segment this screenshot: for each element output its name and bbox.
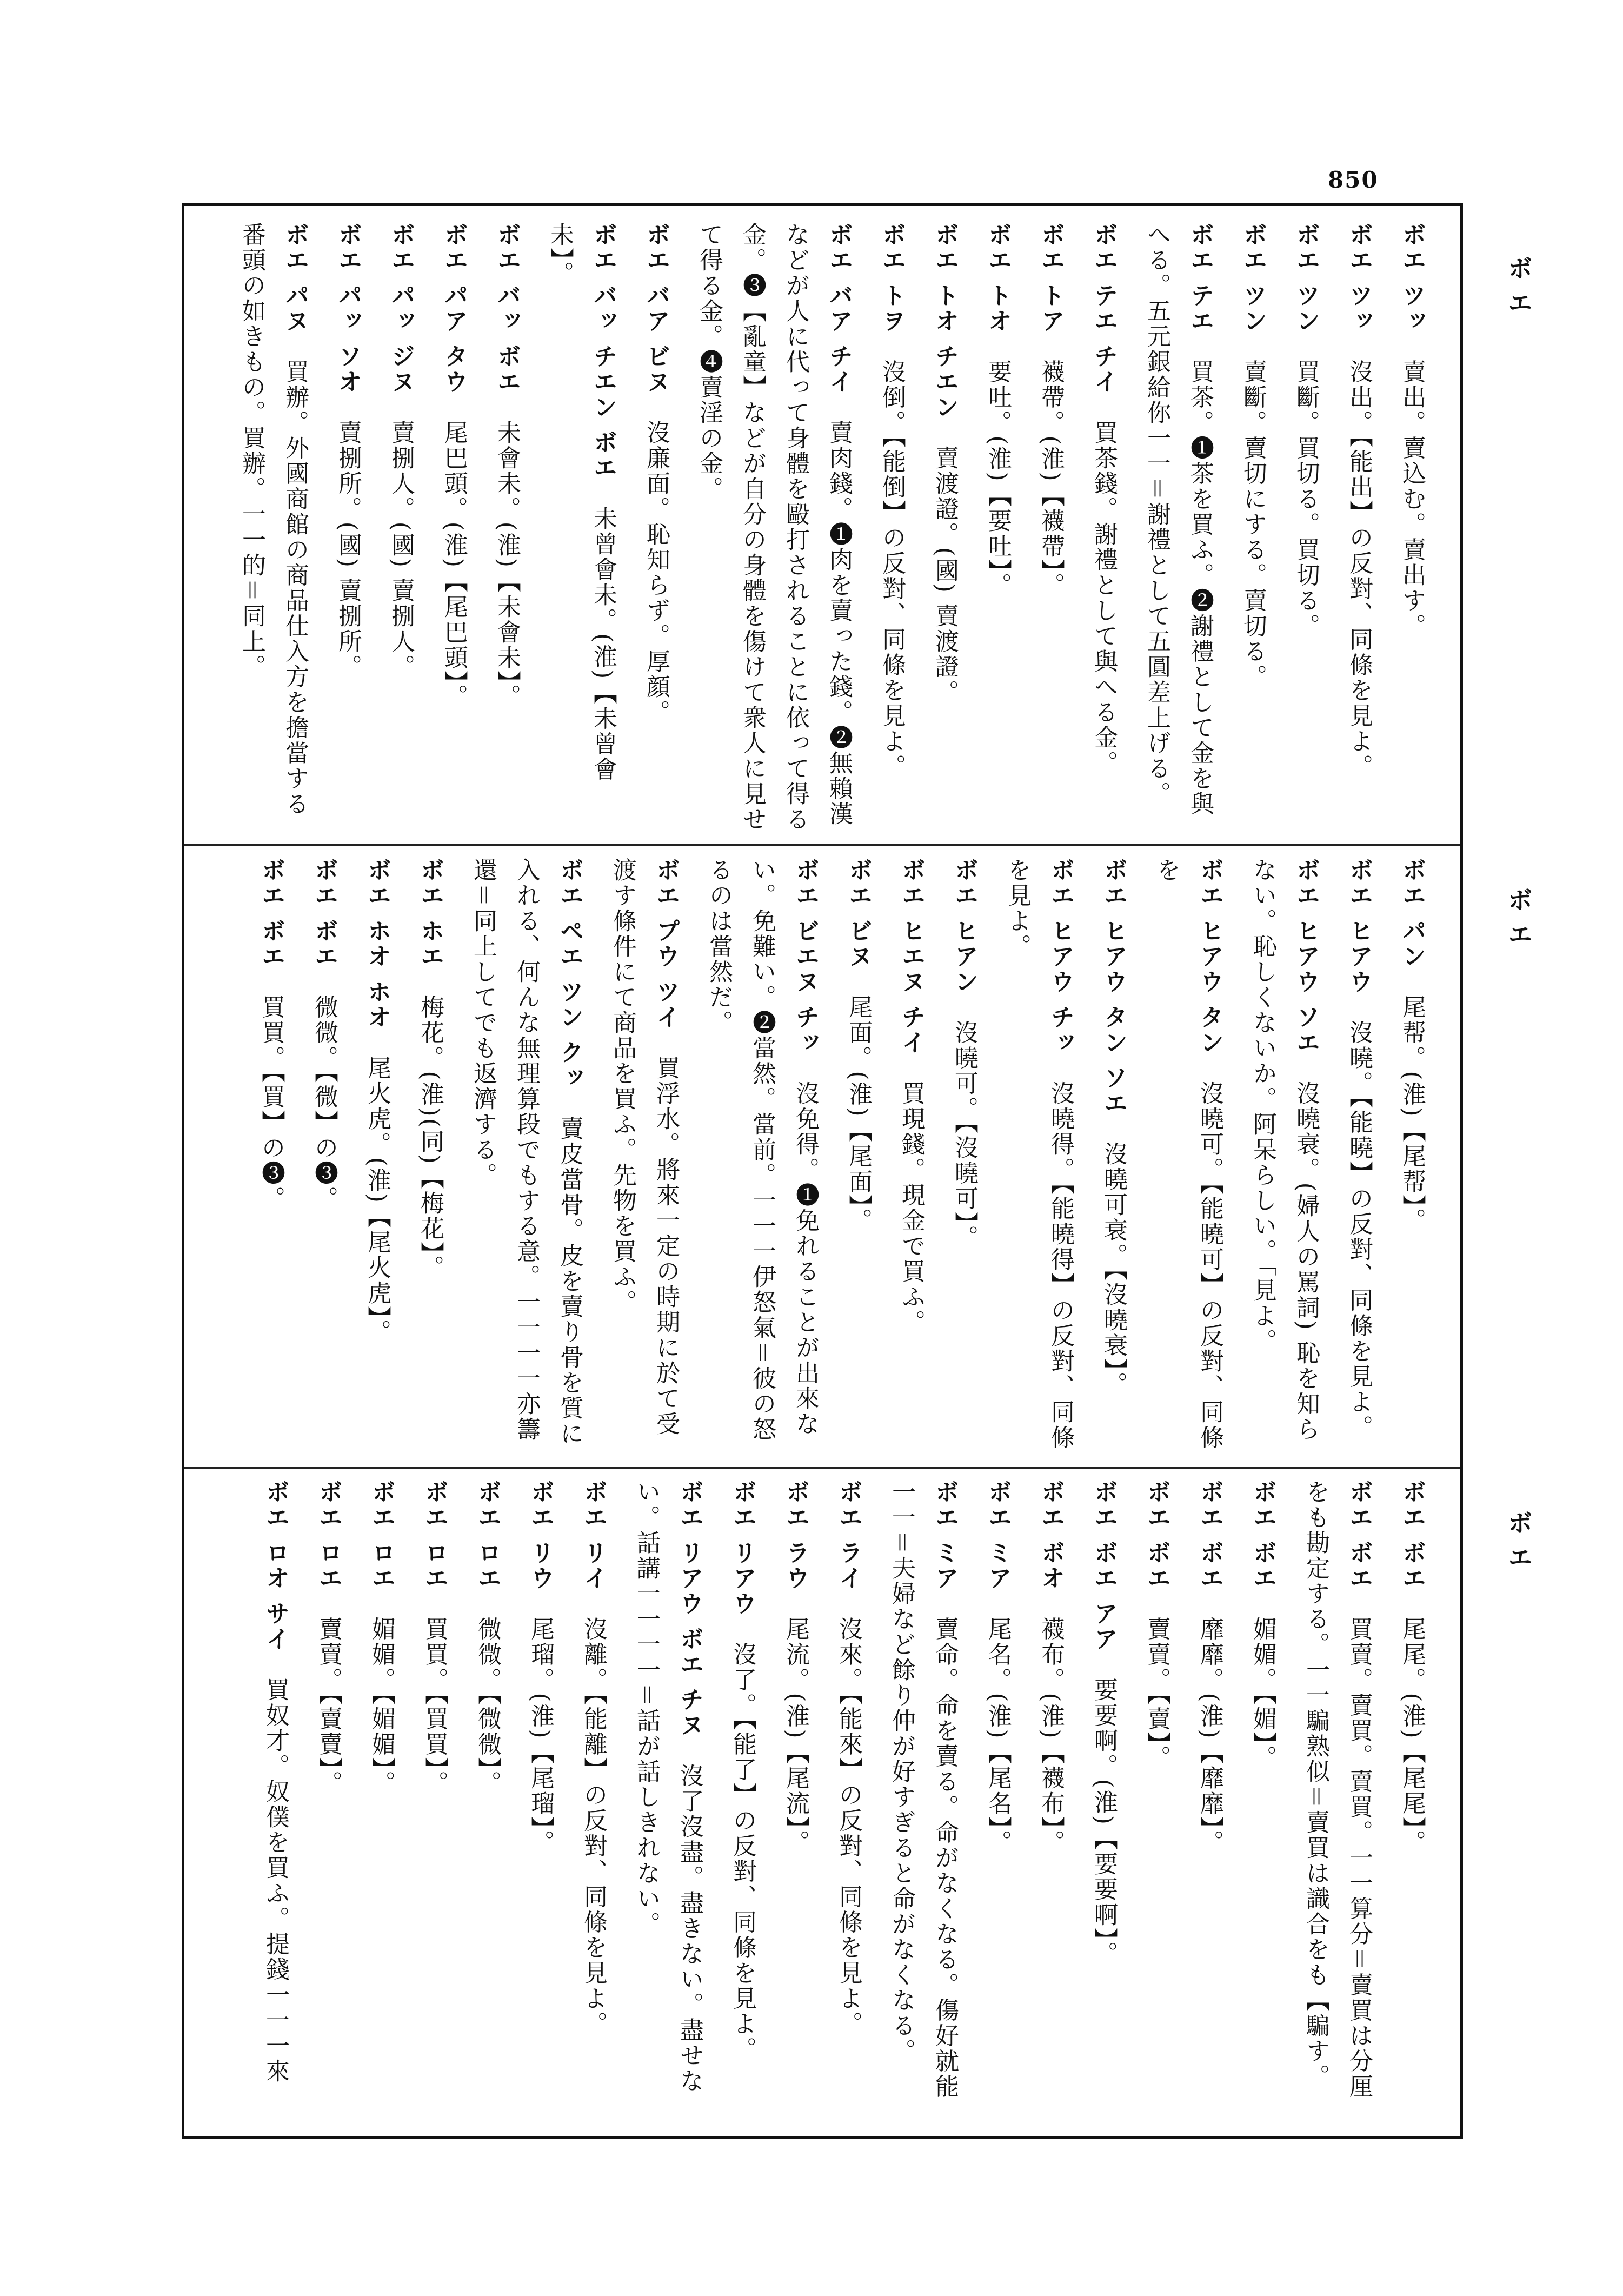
entry-headword: ボエ ボエ <box>310 858 338 970</box>
entry-headword: ボエ プウ ツイ <box>652 858 680 1030</box>
entry-headword: ボエ ヒエヌ チイ <box>897 858 925 1056</box>
page-number: 850 <box>1328 167 1379 193</box>
entry-definition: 沒來。【能來】の反對、同條を見よ。 <box>835 1616 862 2037</box>
entry-headword: ボエ ヒアン <box>950 858 978 995</box>
dictionary-entry <box>923 222 966 833</box>
entry-headword: ボエ ツン <box>1239 222 1267 334</box>
entry-definition: 要吐。(淮)【要吐】。 <box>984 359 1012 598</box>
dictionary-entry <box>1231 222 1274 833</box>
entry-headword: ボエ ボエ <box>1249 1479 1276 1591</box>
entry-definition: 要要啊。(淮)【要要啊】。 <box>1090 1677 1118 1967</box>
entry-definition: 賣渡證。(國) 賣渡證。 <box>931 445 959 705</box>
entry-definition: 尾面。(淮)【尾面】。 <box>844 994 872 1233</box>
entry-headword: ボエ ツン <box>1292 222 1320 334</box>
entry-definition: 賣出。賣込む。賣出す。 <box>1398 359 1426 639</box>
dictionary-entry <box>432 222 475 833</box>
entry-headword: ボエ ツッ <box>1398 222 1426 334</box>
entry-headword: ボエ ロエ <box>474 1479 501 1591</box>
entry-headword: ボエ トア <box>1037 222 1065 334</box>
entry-headword: ボエ ミア <box>931 1479 959 1591</box>
running-head-middle: ボエ <box>1504 887 1533 956</box>
entry-definition: 沒倒。【能倒】の反對、同條を見よ。 <box>878 359 906 780</box>
entry-definition: 沒曉衰。(婦人の罵詞) 恥を知らない。恥しくないか。阿呆らしい。「見よ。 <box>1249 858 1320 1442</box>
dictionary-entry <box>485 222 528 833</box>
entry-headword: ボエ ライ <box>835 1479 862 1591</box>
dictionary-entry <box>1241 858 1327 1458</box>
entry-headword: ボエ ツッ <box>1345 222 1373 334</box>
entry-definition: 靡靡。(淮)【靡靡】。 <box>1196 1616 1223 1855</box>
dictionary-entry <box>774 1479 817 2123</box>
running-head-bottom: ボエ <box>1504 1510 1533 1579</box>
dictionary-entry <box>1092 858 1135 1458</box>
entry-headword: ボエ ビエヌ チッ <box>791 858 819 1056</box>
dictionary-entry <box>249 858 292 1458</box>
entry-definition: 微微。【微】の❸。 <box>310 994 338 1212</box>
entry-headword: ボエ ボエ アア <box>1090 1479 1118 1652</box>
dictionary-entry <box>1294 1479 1380 2123</box>
dictionary-entry <box>870 222 913 833</box>
dictionary-entry <box>880 1479 966 2123</box>
dictionary-entry <box>355 858 398 1458</box>
entry-definition: 沒曉可。【能曉可】の反對、同條を <box>1153 858 1223 1450</box>
entry-definition: 賣斷。賣切にする。賣切る。 <box>1239 359 1267 690</box>
entry-headword: ボエ ラウ <box>782 1479 809 1591</box>
dictionary-entry <box>461 858 591 1458</box>
entry-definition: 微微。【微微】。 <box>474 1616 501 1796</box>
dictionary-entry <box>1337 858 1380 1458</box>
entry-headword: ボエ ビヌ <box>844 858 872 970</box>
entry-headword: ボエ ヒアウ チッ <box>1047 858 1074 1056</box>
dictionary-entry <box>326 222 369 833</box>
dictionary-entry <box>538 222 624 833</box>
entry-headword: ボエ ボエ <box>1398 1479 1426 1591</box>
dictionary-entry <box>1390 1479 1433 2123</box>
dictionary-entry <box>379 222 422 833</box>
entry-headword: ボエ ペエ ツン クッ <box>556 858 583 1091</box>
entry-definition: 買茶。❶茶を買ふ。❷謝禮として金を與へる。五元銀給你一一＝謝禮として五圓差上げる。 <box>1143 222 1214 817</box>
entry-definition: 賣皮當骨。皮を賣り骨を質に入れる、何んな無理算段でもする意。一一一一亦籌還＝同上してでも返濟する。 <box>469 858 583 1446</box>
entry-headword: ボエ バア ビヌ <box>642 222 670 395</box>
entry-headword: ボエ バッ ボエ <box>493 222 521 395</box>
entry-definition: 賣賣。【賣賣】。 <box>315 1616 342 1796</box>
dictionary-entry <box>571 1479 615 2123</box>
entry-definition: 買買。【買】の❸。 <box>257 994 285 1212</box>
entry-headword: ボエ ヒアウ タン ソエ <box>1100 858 1127 1116</box>
entry-headword: ボエ パッ ソオ <box>334 222 362 395</box>
entry-headword: ボエ ミア <box>984 1479 1012 1591</box>
entry-headword: ボエ トヲ <box>878 222 906 334</box>
middle-section <box>206 858 1433 1458</box>
entry-definition: 買買。【買買】。 <box>421 1616 448 1796</box>
entry-definition: 賣命。命を賣る。命がなくなる。傷好就能一一＝夫婦など餘り仲が好すぎると命がなくなる。 <box>888 1479 959 2100</box>
dictionary-entry <box>1029 222 1072 833</box>
entry-definition: 買辦。外國商館の商品仕入方を擔當する番頭の如きもの。買辦。一一的＝同上。 <box>238 222 309 817</box>
entry-definition: 沒曉可衰。【沒曉衰】。 <box>1100 1141 1127 1397</box>
dictionary-entry <box>1284 222 1327 833</box>
dictionary-entry <box>1145 858 1231 1458</box>
entry-headword: ボエ リアウ ボエ チヌ <box>676 1479 703 1738</box>
entry-headword: ボエ ヒアウ ソエ <box>1292 858 1320 1056</box>
dictionary-entry <box>634 222 677 833</box>
running-head-top: ボエ <box>1504 255 1533 324</box>
dictionary-entry <box>1135 222 1221 833</box>
dictionary-entry <box>1390 222 1433 833</box>
entry-definition: 媚媚。【媚】。 <box>1249 1616 1276 1771</box>
dictionary-entry <box>1135 1479 1178 2123</box>
dictionary-entry <box>995 858 1082 1458</box>
entry-headword: ボエ パア タウ <box>440 222 468 395</box>
entry-headword: ボエ ホオ ホオ <box>363 858 391 1030</box>
entry-definition: 買茶錢。謝禮として與へる金。 <box>1090 420 1118 776</box>
entry-definition: 沒了。【能了】の反對、同條を見よ。 <box>729 1642 756 2062</box>
entry-headword: ボエ ヒアウ <box>1345 858 1373 995</box>
dictionary-entry <box>1241 1479 1284 2123</box>
dictionary-entry <box>687 222 860 833</box>
entry-headword: ボエ ロエ <box>421 1479 448 1591</box>
entry-definition: 尾流。(淮)【尾流】。 <box>782 1616 809 1855</box>
entry-definition: 沒廉面。恥知らず。厚顔。 <box>642 420 670 725</box>
entry-definition: 襪帶。(淮)【襪帶】。 <box>1037 359 1065 598</box>
entry-headword: ボエ バア チイ <box>825 222 853 395</box>
entry-definition: 買斷。買切る。買切る。 <box>1292 359 1320 639</box>
entry-definition: 尾名。(淮)【尾名】。 <box>984 1616 1012 1855</box>
entry-definition: 沒免得。❶免れることが出來ない。免難い。❷當然。當前。一一一伊怒氣＝彼の怒るのは當然だ。 <box>705 858 819 1442</box>
dictionary-entry <box>1082 222 1125 833</box>
entry-definition: 沒曉得。【能曉得】の反對、同條を見よ。 <box>1003 858 1074 1450</box>
entry-headword: ボエ ホエ <box>416 858 444 970</box>
dictionary-entry <box>1029 1479 1072 2123</box>
dictionary-entry <box>889 858 933 1458</box>
entry-headword: ボエ ロオ サイ <box>262 1479 289 1652</box>
entry-definition: 沒離。【能離】の反對、同條を見よ。 <box>580 1616 607 2037</box>
entry-definition: 賣肉錢。❶肉を賣った錢。❷無賴漢などが人に代って身體を毆打されることに依って得る金。❸【亂童】などが自分の身體を傷けて衆人に見せて得る金。❹賣淫の金。 <box>695 222 853 832</box>
lower-section <box>206 1479 1433 2123</box>
entry-headword: ボエ ヒアウ タン <box>1196 858 1223 1056</box>
upper-section <box>206 222 1433 833</box>
entry-headword: ボエ ボエ <box>1345 1479 1373 1591</box>
entry-definition: 賣捌人。(國) 賣捌人。 <box>387 420 415 680</box>
dictionary-entry <box>230 222 316 833</box>
text-frame <box>182 203 1463 2139</box>
entry-headword: ボエ ボエ <box>1196 1479 1223 1591</box>
dictionary-entry <box>307 1479 350 2123</box>
entry-definition: 賣賣。【賣】。 <box>1143 1616 1170 1771</box>
dictionary-entry <box>976 222 1019 833</box>
entry-definition: 尾帮。(淮)【尾帮】。 <box>1398 994 1426 1233</box>
entry-headword: ボエ ボエ <box>257 858 285 970</box>
dictionary-entry <box>1390 858 1433 1458</box>
entry-definition: 沒出。【能出】の反對、同條を見よ。 <box>1345 359 1373 780</box>
entry-definition: 尾火虎。(淮)【尾火虎】。 <box>363 1055 391 1345</box>
entry-definition: 沒曉。【能曉】の反對、同條を見よ。 <box>1345 1020 1373 1441</box>
entry-definition: 買浮水。將來一定の時期に於て受渡す條件にて商品を買ふ。先物を買ふ。 <box>609 858 680 1437</box>
entry-definition: 媚媚。【媚媚】。 <box>368 1616 395 1796</box>
dictionary-entry <box>942 858 986 1458</box>
entry-definition: 未曾會未。(淮)【未曾會未】。 <box>546 222 617 782</box>
entry-definition: 賣捌所。(國) 賣捌所。 <box>334 420 362 680</box>
dictionary-entry <box>1188 1479 1231 2123</box>
dictionary-entry <box>518 1479 562 2123</box>
entry-headword: ボエ テエ チイ <box>1090 222 1118 395</box>
entry-definition: 尾尾。(淮)【尾尾】。 <box>1398 1616 1426 1855</box>
dictionary-entry <box>1082 1479 1125 2123</box>
entry-headword: ボエ リイ <box>580 1479 607 1591</box>
entry-definition: 尾巴頭。(淮)【尾巴頭】。 <box>440 420 468 709</box>
entry-definition: 梅花。(淮)(同)【梅花】。 <box>416 994 444 1280</box>
entry-definition: 買賣。賣買。賣買。一一算分＝賣買は分厘をも勘定する。一一騙熟似＝賣買は識合をも【騙す。 <box>1302 1479 1373 2100</box>
entry-headword: ボエ ボオ <box>1037 1479 1065 1591</box>
dictionary-entry <box>1337 222 1380 833</box>
entry-headword: ボエ パッ ジヌ <box>387 222 415 395</box>
entry-headword: ボエ リウ <box>527 1479 554 1591</box>
dictionary-entry <box>408 858 451 1458</box>
dictionary-entry <box>976 1479 1019 2123</box>
entry-definition: 沒了沒盡。盡きない。盡せない。話講一一一一＝話が話しきれない。 <box>633 1479 703 2094</box>
entry-definition: 買現錢。現金で買ふ。 <box>897 1080 925 1335</box>
dictionary-entry <box>413 1479 456 2123</box>
dictionary-entry <box>302 858 345 1458</box>
entry-headword: ボエ ロエ <box>315 1479 342 1591</box>
entry-definition: 沒曉可。【沒曉可】。 <box>950 1020 978 1251</box>
dictionary-entry <box>827 1479 870 2123</box>
entry-headword: ボエ パン <box>1398 858 1426 970</box>
entry-headword: ボエ ボエ <box>1143 1479 1170 1591</box>
section-divider <box>184 1467 1460 1469</box>
entry-headword: ボエ バッ チエン ボエ <box>589 222 617 481</box>
entry-headword: ボエ ロエ <box>368 1479 395 1591</box>
dictionary-entry <box>254 1479 297 2123</box>
section-divider <box>184 844 1460 846</box>
dictionary-entry <box>624 1479 711 2123</box>
entry-headword: ボエ トオ <box>984 222 1012 334</box>
dictionary-entry <box>601 858 687 1458</box>
entry-headword: ボエ テエ <box>1186 222 1214 334</box>
entry-definition: 襪布。(淮)【襪布】。 <box>1037 1616 1065 1855</box>
entry-definition: 買奴才。奴僕を買ふ。提錢一一一來 <box>262 1677 289 2084</box>
entry-definition: 尾瑠。(淮)【尾瑠】。 <box>527 1616 554 1855</box>
dictionary-entry <box>697 858 827 1458</box>
dictionary-entry <box>721 1479 764 2123</box>
dictionary-entry <box>836 858 880 1458</box>
dictionary-entry <box>465 1479 509 2123</box>
dictionary-entry <box>360 1479 403 2123</box>
entry-headword: ボエ トオ チエン <box>931 222 959 420</box>
entry-headword: ボエ リアウ <box>729 1479 756 1617</box>
entry-headword: ボエ パヌ <box>281 222 309 334</box>
entry-definition: 未會未。(淮)【未會未】。 <box>493 420 521 709</box>
